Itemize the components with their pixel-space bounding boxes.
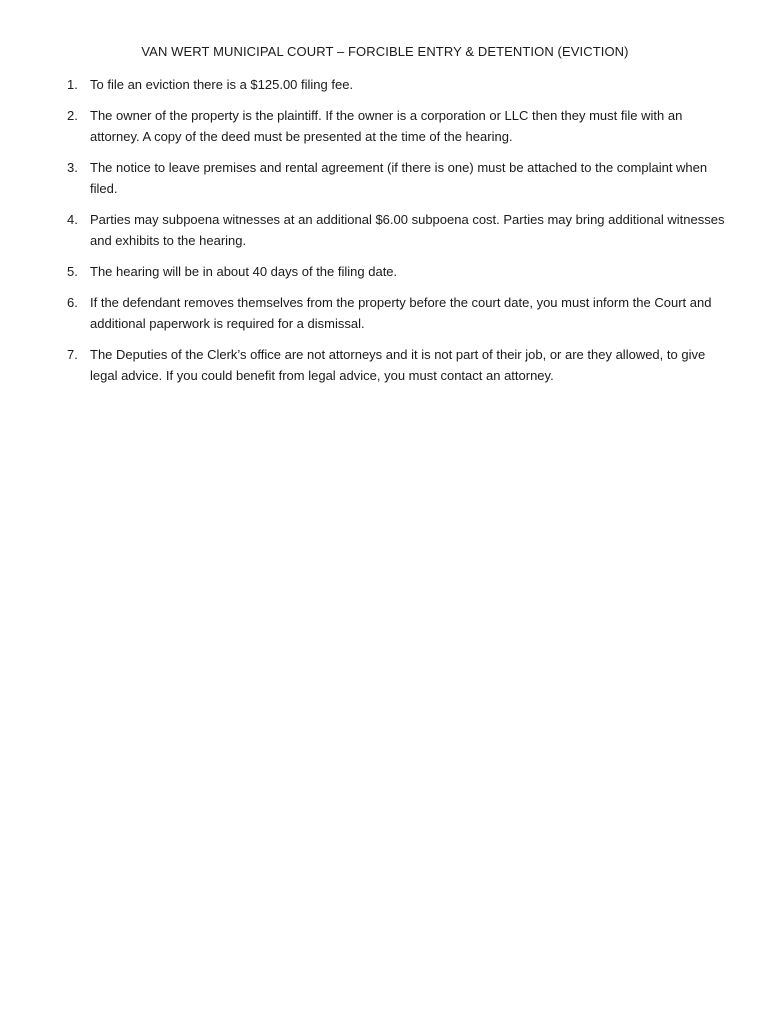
list-item [67, 261, 727, 282]
list-item-number: 2. [67, 108, 78, 123]
list-item-text: To file an eviction there is a $125.00 filing fee. [90, 77, 354, 92]
list-item [67, 157, 727, 199]
list-item-number: 7. [67, 347, 78, 362]
list-item [67, 292, 727, 334]
list-item-text: Parties may subpoena witnesses at an additional $6.00 subpoena cost. Parties may bring additional witnesses and exhibits to the hearing. [90, 212, 725, 248]
list-item-text: The owner of the property is the plaintiff. If the owner is a corporation or LLC then they must file with an attorney. A copy of the deed must be presented at the time of the hearing. [90, 108, 683, 144]
list-item-text: The hearing will be in about 40 days of the filing date. [90, 264, 398, 279]
list-item [67, 344, 727, 386]
list-item-number: 6. [67, 295, 78, 310]
list-item-number: 5. [67, 264, 78, 279]
numbered-list [67, 74, 727, 396]
list-item-number: 4. [67, 212, 78, 227]
list-item [67, 209, 727, 251]
list-item-text: The notice to leave premises and rental agreement (if there is one) must be attached to the complaint when filed. [90, 160, 708, 196]
document-title: VAN WERT MUNICIPAL COURT – FORCIBLE ENTRY & DETENTION (EVICTION) [141, 44, 629, 59]
list-item-text: The Deputies of the Clerk’s office are not attorneys and it is not part of their job, or are they allowed, to give legal advice. If you could benefit from legal advice, you must contact an attorney. [90, 347, 706, 383]
list-item [67, 74, 727, 95]
list-item-number: 3. [67, 160, 78, 175]
list-item [67, 105, 727, 147]
list-item-number: 1. [67, 77, 78, 92]
list-item-text: If the defendant removes themselves from the property before the court date, you must inform the Court and additional paperwork is required for a dismissal. [90, 295, 712, 331]
